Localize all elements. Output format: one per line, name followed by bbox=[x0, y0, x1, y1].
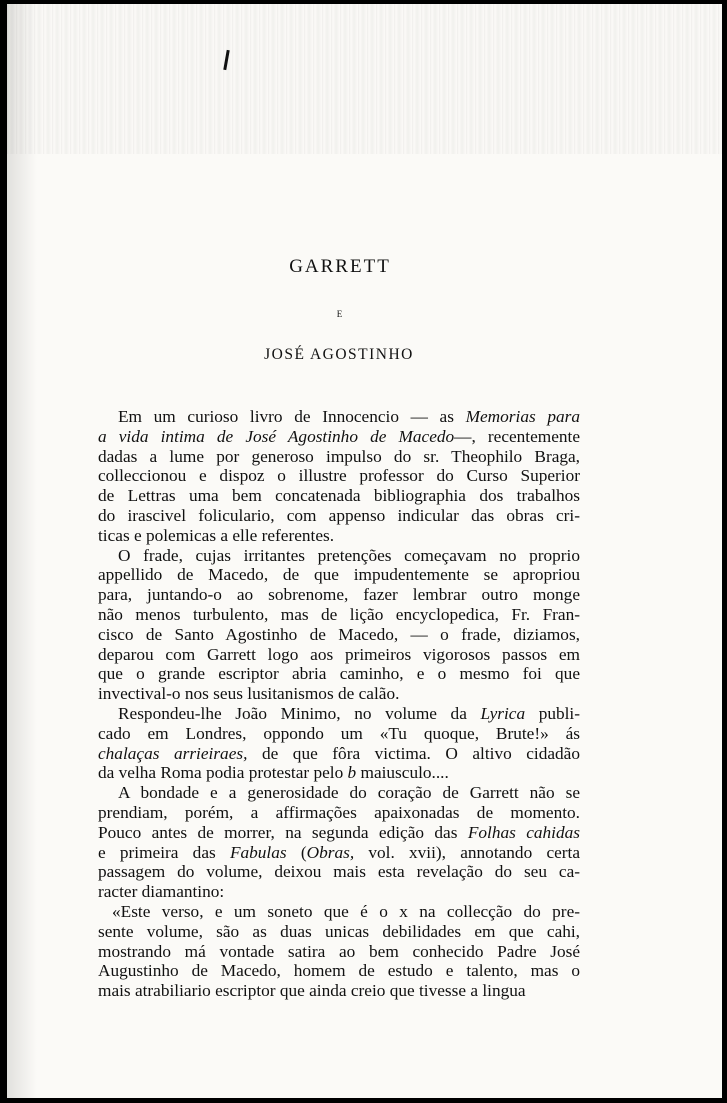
text-line bbox=[98, 466, 580, 486]
paragraph bbox=[98, 783, 580, 902]
text-line bbox=[98, 526, 580, 546]
text-run: não menos turbulento, mas de lição encyclopedica, Fr. Fran- bbox=[98, 604, 580, 624]
scan-border-bottom bbox=[0, 1098, 727, 1103]
text-run: passagem do volume, deixou mais esta revelação do seu ca- bbox=[98, 862, 580, 882]
scan-border-top bbox=[0, 0, 727, 4]
text-run: racter diamantino: bbox=[98, 882, 225, 902]
text-run: maiusculo.... bbox=[356, 763, 449, 783]
text-line bbox=[98, 664, 580, 684]
paragraph bbox=[98, 546, 580, 704]
text-run: vol. xvii), annotando certa bbox=[354, 842, 581, 862]
italic-run: Memorias para bbox=[465, 407, 580, 426]
text-run: «Este verso, e um soneto que é o x na collecção do pre- bbox=[112, 901, 580, 921]
text-line bbox=[98, 942, 580, 962]
text-line bbox=[98, 427, 580, 447]
text-run: A bondade e a generosidade do coração de Garrett não se bbox=[118, 783, 580, 803]
text-line bbox=[98, 447, 580, 467]
title-conjunction: E bbox=[336, 309, 344, 319]
italic-run: chalaças arrieiraes, bbox=[98, 743, 248, 763]
paragraph bbox=[98, 704, 580, 783]
text-run: deparou com Garrett logo aos primeiros vigorosos passos em bbox=[98, 644, 580, 664]
text-run: de que fôra victima. O altivo cidadão bbox=[247, 743, 580, 763]
text-line bbox=[98, 407, 580, 427]
text-line bbox=[98, 625, 580, 645]
text-line bbox=[98, 843, 580, 863]
text-line bbox=[98, 882, 580, 902]
text-line bbox=[98, 506, 580, 526]
text-line bbox=[98, 486, 580, 506]
text-run: Respondeu-lhe João Minimo, no volume da bbox=[118, 703, 481, 723]
chapter-subtitle: JOSÉ AGOSTINHO bbox=[264, 346, 414, 363]
body-text bbox=[98, 407, 580, 1001]
quoted-paragraph bbox=[98, 902, 580, 1001]
text-run: Em um curioso livro de Innocencio — as bbox=[118, 407, 466, 426]
text-line bbox=[98, 803, 580, 823]
text-run: que o grande escriptor abria caminho, e o mesmo foi que bbox=[98, 664, 580, 684]
text-run: cisco de Santo Agostinho de Macedo, — o frade, diziamos, bbox=[98, 624, 580, 644]
scan-border-right bbox=[722, 0, 727, 1103]
text-run: cado em Londres, oppondo um «Tu quoque, Brute!» ás bbox=[98, 723, 580, 743]
text-line bbox=[98, 763, 580, 783]
text-run: appellido de Macedo, de que impudentemente se apropriou bbox=[98, 565, 580, 585]
text-run: e primeira das bbox=[98, 842, 230, 862]
text-line bbox=[98, 922, 580, 942]
text-run: ( bbox=[286, 842, 307, 862]
text-run: mais atrabiliario escriptor que ainda creio que tivesse a lingua bbox=[98, 981, 526, 1001]
text-line bbox=[98, 585, 580, 605]
text-run: ticas e polemicas a elle referentes. bbox=[98, 525, 335, 545]
italic-run: b bbox=[347, 763, 357, 783]
text-line bbox=[98, 961, 580, 981]
text-run: do irascivel foliculario, com appenso indicular das obras cri- bbox=[98, 505, 580, 525]
text-line bbox=[98, 902, 580, 922]
text-run: —, recentemente bbox=[454, 426, 580, 446]
text-line bbox=[98, 605, 580, 625]
italic-run: Folhas cahidas bbox=[467, 822, 580, 842]
text-line bbox=[98, 704, 580, 724]
scan-shadow bbox=[7, 4, 37, 1098]
text-line bbox=[98, 981, 580, 1001]
text-line bbox=[98, 823, 580, 843]
text-run: sente volume, são as duas unicas debilidades em que cahi, bbox=[98, 921, 580, 941]
text-run: invectival-o nos seus lusitanismos de calão. bbox=[98, 684, 400, 704]
text-line bbox=[98, 546, 580, 566]
italic-run: a vida intima de José Agostinho de Macedo bbox=[98, 426, 455, 446]
text-run: mostrando má vontade satira ao bem conhecido Padre José bbox=[98, 941, 580, 961]
text-run: O frade, cujas irritantes pretenções começavam no proprio bbox=[118, 545, 580, 565]
text-line bbox=[98, 724, 580, 744]
italic-run: Fabulas bbox=[229, 842, 287, 862]
text-run: para, juntando-o ao sobrenome, fazer lembrar outro monge bbox=[98, 585, 580, 605]
paragraph bbox=[98, 407, 580, 546]
italic-run: Obras, bbox=[306, 842, 355, 862]
scan-noise bbox=[7, 4, 722, 154]
text-line bbox=[98, 684, 580, 704]
text-line bbox=[98, 744, 580, 764]
text-run: colleccionou e dispoz o illustre professor do Curso Superior bbox=[98, 466, 580, 486]
text-line bbox=[98, 862, 580, 882]
text-run: da velha Roma podia protestar pelo bbox=[98, 763, 348, 783]
text-run: Pouco antes de morrer, na segunda edição das bbox=[98, 822, 468, 842]
scan-border-left bbox=[0, 0, 7, 1103]
text-run: publi- bbox=[525, 703, 580, 723]
italic-run: Lyrica bbox=[480, 703, 526, 723]
text-run: de Lettras uma bem concatenada bibliographia dos trabalhos bbox=[98, 486, 580, 506]
text-run: dadas a lume por generoso impulso do sr. Theophilo Braga, bbox=[98, 446, 580, 466]
text-line bbox=[98, 645, 580, 665]
text-run: Augustinho de Macedo, homem de estudo e talento, mas o bbox=[98, 961, 580, 981]
text-line bbox=[98, 783, 580, 803]
text-run: prendiam, porém, a affirmações apaixonadas de momento. bbox=[98, 802, 580, 822]
text-line bbox=[98, 565, 580, 585]
chapter-title: GARRETT bbox=[289, 256, 391, 277]
